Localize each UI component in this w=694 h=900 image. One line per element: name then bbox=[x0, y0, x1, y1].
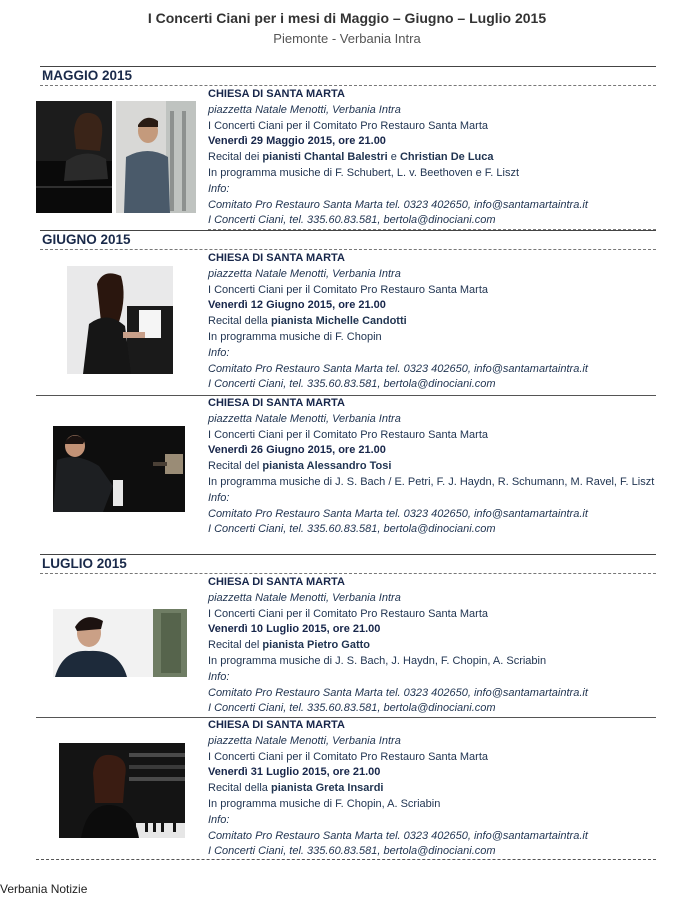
page-title: I Concerti Ciani per i mesi di Maggio – Giugno – Luglio 2015 bbox=[147, 10, 547, 26]
event-4-program: In programma musiche di J. S. Bach, J. Haydn, F. Chopin, A. Scriabin bbox=[208, 654, 547, 667]
event-1-photo-right bbox=[116, 101, 196, 213]
event-3-photo bbox=[53, 426, 185, 512]
event-3-date: Venerdì 26 Giugno 2015, ore 21.00 bbox=[208, 444, 386, 457]
event-2-contact-committee: Comitato Pro Restauro Santa Marta tel. 0323 402650, info@santamartaintra.it bbox=[208, 362, 588, 375]
event-3-organizer: I Concerti Ciani per il Comitato Pro Restauro Santa Marta bbox=[208, 428, 489, 441]
event-3-program: In programma musiche di J. S. Bach / E. Petri, F. J. Haydn, R. Schumann, M. Ravel, F. Liszt bbox=[208, 475, 655, 488]
event-3-venue: CHIESA DI SANTA MARTA bbox=[208, 397, 345, 409]
event-1-contact-committee: Comitato Pro Restauro Santa Marta tel. 0323 402650, info@santamartaintra.it bbox=[208, 198, 588, 211]
event-5-info-label: Info: bbox=[208, 813, 230, 826]
event-4-contact-committee: Comitato Pro Restauro Santa Marta tel. 0323 402650, info@santamartaintra.it bbox=[208, 686, 588, 699]
event-5-venue: CHIESA DI SANTA MARTA bbox=[208, 719, 345, 731]
event-5-contact-committee: Comitato Pro Restauro Santa Marta tel. 0323 402650, info@santamartaintra.it bbox=[208, 829, 588, 842]
event-5-address: piazzetta Natale Menotti, Verbania Intra bbox=[208, 734, 401, 747]
event-1-contact-ciani: I Concerti Ciani, tel. 335.60.83.581, bertola@dinociani.com bbox=[208, 213, 656, 230]
event-4-info-label: Info: bbox=[208, 670, 230, 683]
event-1-program: In programma musiche di F. Schubert, L. v. Beethoven e F. Liszt bbox=[208, 166, 519, 179]
event-5-date: Venerdì 31 Luglio 2015, ore 21.00 bbox=[208, 766, 381, 779]
event-1-organizer: I Concerti Ciani per il Comitato Pro Restauro Santa Marta bbox=[208, 119, 489, 132]
event-2-contact-ciani: I Concerti Ciani, tel. 335.60.83.581, bertola@dinociani.com bbox=[208, 378, 496, 391]
event-3-contact-committee: Comitato Pro Restauro Santa Marta tel. 0323 402650, info@santamartaintra.it bbox=[208, 507, 588, 520]
event-2-address: piazzetta Natale Menotti, Verbania Intra bbox=[208, 267, 401, 280]
event-3-address: piazzetta Natale Menotti, Verbania Intra bbox=[208, 412, 401, 425]
event-5 bbox=[36, 717, 656, 859]
event-1-info-label: Info: bbox=[208, 182, 230, 195]
event-5-contact-ciani: I Concerti Ciani, tel. 335.60.83.581, bertola@dinociani.com bbox=[208, 845, 496, 858]
event-2 bbox=[36, 251, 656, 393]
event-5-photo bbox=[59, 743, 185, 838]
event-4 bbox=[36, 575, 656, 717]
month-heading-may: MAGGIO 2015 bbox=[40, 66, 656, 86]
event-5-program: In programma musiche di F. Chopin, A. Scriabin bbox=[208, 797, 441, 810]
source-credit: Verbania Notizie bbox=[0, 882, 88, 896]
event-4-photo bbox=[53, 609, 187, 677]
event-5-recital: Recital della pianista Greta Insardi bbox=[208, 782, 384, 795]
event-2-program: In programma musiche di F. Chopin bbox=[208, 330, 382, 343]
event-2-date: Venerdì 12 Giugno 2015, ore 21.00 bbox=[208, 299, 386, 312]
event-3-contact-ciani: I Concerti Ciani, tel. 335.60.83.581, bertola@dinociani.com bbox=[208, 523, 496, 536]
event-1-photo-left bbox=[36, 101, 112, 213]
event-2-venue: CHIESA DI SANTA MARTA bbox=[208, 252, 345, 264]
event-4-recital: Recital del pianista Pietro Gatto bbox=[208, 639, 370, 652]
month-heading-june: GIUGNO 2015 bbox=[40, 230, 656, 250]
event-4-contact-ciani: I Concerti Ciani, tel. 335.60.83.581, bertola@dinociani.com bbox=[208, 702, 496, 715]
event-2-photo bbox=[67, 266, 173, 374]
bottom-divider bbox=[36, 859, 656, 860]
event-1-recital: Recital dei pianisti Chantal Balestri e Christian De Luca bbox=[208, 151, 494, 164]
event-2-recital: Recital della pianista Michelle Candotti bbox=[208, 315, 407, 328]
event-4-venue: CHIESA DI SANTA MARTA bbox=[208, 576, 345, 588]
event-1-date: Venerdì 29 Maggio 2015, ore 21.00 bbox=[208, 135, 386, 148]
event-1-address: piazzetta Natale Menotti, Verbania Intra bbox=[208, 103, 401, 116]
event-4-address: piazzetta Natale Menotti, Verbania Intra bbox=[208, 591, 401, 604]
event-2-organizer: I Concerti Ciani per il Comitato Pro Restauro Santa Marta bbox=[208, 283, 489, 296]
page-subtitle: Piemonte - Verbania Intra bbox=[273, 31, 421, 46]
event-1-venue: CHIESA DI SANTA MARTA bbox=[208, 88, 345, 100]
event-3 bbox=[36, 395, 656, 551]
month-heading-july: LUGLIO 2015 bbox=[40, 554, 656, 574]
event-3-recital: Recital del pianista Alessandro Tosi bbox=[208, 460, 392, 473]
event-3-info-label: Info: bbox=[208, 491, 230, 504]
event-1 bbox=[36, 87, 656, 229]
event-4-date: Venerdì 10 Luglio 2015, ore 21.00 bbox=[208, 623, 381, 636]
event-2-info-label: Info: bbox=[208, 346, 230, 359]
event-4-organizer: I Concerti Ciani per il Comitato Pro Restauro Santa Marta bbox=[208, 607, 489, 620]
event-5-organizer: I Concerti Ciani per il Comitato Pro Restauro Santa Marta bbox=[208, 750, 489, 763]
